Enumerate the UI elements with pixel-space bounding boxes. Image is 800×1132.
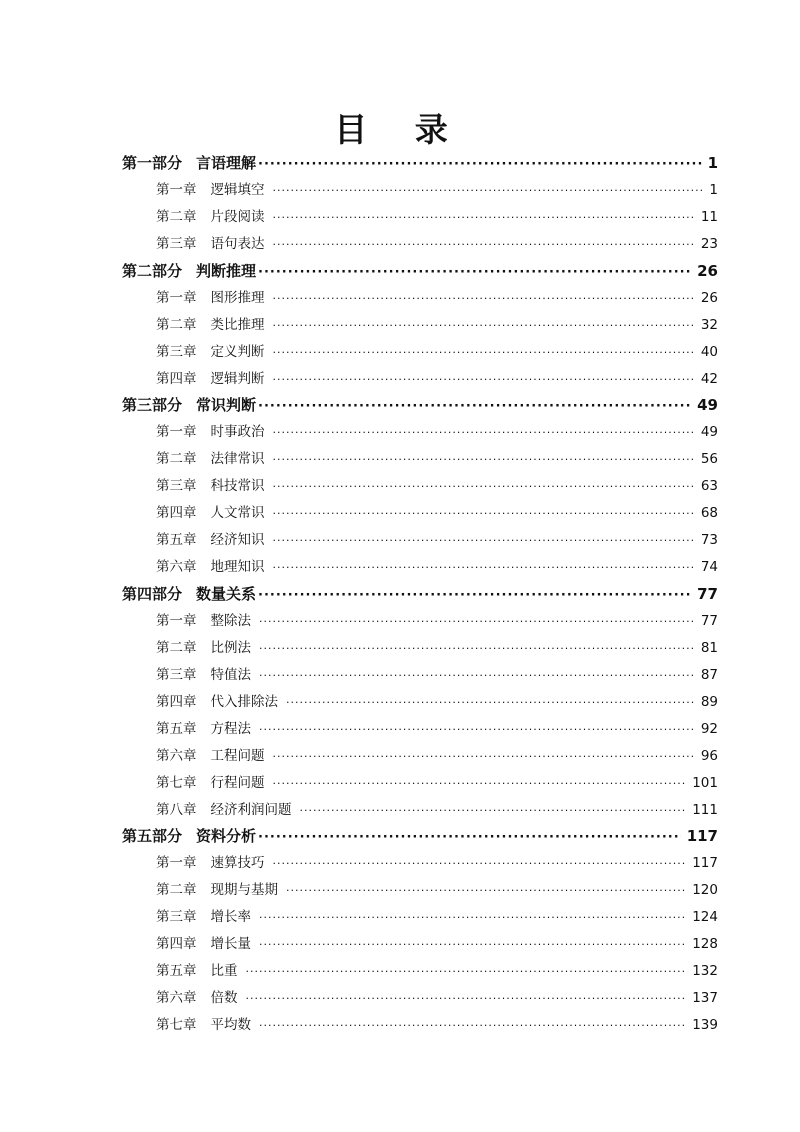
page-number: 23: [700, 235, 718, 252]
dot-leader: [259, 663, 695, 689]
toc-chapter-entry[interactable]: [122, 985, 718, 1012]
chapter-title: 现期与基期: [210, 882, 278, 899]
chapter-title: 倍数: [210, 990, 238, 1007]
page-number: 11: [700, 208, 718, 225]
toc-chapter-entry[interactable]: [122, 500, 718, 527]
toc-chapter-entry[interactable]: [122, 931, 718, 958]
toc-chapter-entry[interactable]: [122, 689, 718, 716]
page-number: 68: [700, 505, 718, 522]
part-number: 第一部分: [122, 154, 183, 172]
chapter-number: 第四章: [156, 936, 197, 953]
part-number: 第二部分: [122, 261, 183, 280]
dot-leader: [273, 340, 695, 366]
chapter-number: 第一章: [156, 181, 197, 198]
chapter-title: 人文常识: [210, 505, 265, 522]
dot-leader: [273, 232, 695, 258]
page-number: 26: [697, 261, 718, 280]
chapter-title: 语句表达: [210, 235, 265, 252]
chapter-number: 第六章: [156, 559, 197, 576]
dot-leader: [258, 825, 681, 850]
chapter-number: 第七章: [156, 774, 197, 791]
page-number: 77: [697, 585, 718, 603]
dot-leader: [273, 528, 695, 554]
toc-part-entry[interactable]: [122, 258, 718, 285]
chapter-title: 逻辑判断: [210, 370, 265, 387]
chapter-number: 第八章: [156, 801, 197, 818]
chapter-number: 第一章: [156, 612, 197, 629]
dot-leader: [258, 583, 691, 608]
toc-chapter-entry[interactable]: [122, 1012, 718, 1039]
chapter-number: 第三章: [156, 343, 197, 360]
dot-leader: [273, 851, 687, 877]
page-number: 49: [697, 396, 718, 415]
chapter-number: 第六章: [156, 990, 197, 1007]
toc-chapter-entry[interactable]: [122, 231, 718, 258]
toc-chapter-entry[interactable]: [122, 446, 718, 473]
chapter-title: 比重: [210, 963, 238, 980]
chapter-title: 整除法: [210, 612, 251, 629]
chapter-number: 第五章: [156, 532, 197, 549]
page-number: 1: [707, 154, 718, 172]
page-number: 89: [700, 693, 718, 710]
chapter-number: 第二章: [156, 316, 197, 333]
toc-chapter-entry[interactable]: [122, 904, 718, 931]
dot-leader: [273, 501, 695, 527]
dot-leader: [273, 447, 695, 473]
toc-part-entry[interactable]: [122, 150, 718, 177]
chapter-number: 第四章: [156, 370, 197, 387]
page-number: 117: [692, 855, 718, 872]
chapter-title: 科技常识: [210, 478, 265, 495]
chapter-number: 第七章: [156, 1017, 197, 1033]
page-number: 96: [700, 747, 718, 764]
dot-leader: [273, 420, 695, 446]
page-number: 1: [709, 181, 718, 198]
chapter-number: 第二章: [156, 208, 197, 225]
part-title: 数量关系: [196, 585, 257, 603]
toc-chapter-entry[interactable]: [122, 608, 718, 635]
toc-chapter-entry[interactable]: [122, 527, 718, 554]
toc-chapter-entry[interactable]: [122, 419, 718, 446]
chapter-number: 第三章: [156, 909, 197, 926]
page-number: 73: [700, 532, 718, 549]
chapter-title: 代入排除法: [210, 693, 278, 710]
chapter-number: 第五章: [156, 963, 197, 980]
chapter-title: 逻辑填空: [210, 181, 265, 198]
dot-leader: [286, 878, 686, 904]
page-number: 26: [700, 289, 718, 306]
chapter-number: 第四章: [156, 505, 197, 522]
page-number: 137: [692, 990, 718, 1007]
chapter-title: 地理知识: [210, 559, 265, 576]
dot-leader: [273, 286, 695, 312]
chapter-title: 工程问题: [210, 747, 265, 764]
toc-chapter-entry[interactable]: [122, 770, 718, 797]
chapter-number: 第二章: [156, 639, 197, 656]
toc-chapter-entry[interactable]: [122, 554, 718, 581]
dot-leader: [246, 959, 687, 985]
page-number: 49: [700, 424, 718, 441]
toc-chapter-entry[interactable]: [122, 177, 718, 204]
chapter-title: 行程问题: [210, 774, 265, 791]
chapter-title: 定义判断: [210, 343, 265, 360]
toc-part-entry[interactable]: [122, 823, 718, 850]
chapter-title: 时事政治: [210, 424, 265, 441]
dot-leader: [259, 609, 695, 635]
page-number: 139: [692, 1017, 718, 1033]
toc-part-entry[interactable]: [122, 581, 718, 608]
part-number: 第三部分: [122, 396, 183, 415]
part-title: 资料分析: [196, 827, 257, 846]
toc-chapter-entry[interactable]: [122, 797, 718, 824]
page-number: 87: [700, 666, 718, 683]
dot-leader: [273, 555, 695, 581]
chapter-number: 第一章: [156, 855, 197, 872]
toc-chapter-entry[interactable]: [122, 716, 718, 743]
chapter-title: 增长量: [210, 936, 251, 953]
page-title: 目 录: [334, 110, 466, 149]
page-number: 42: [700, 370, 718, 387]
table-of-contents: [122, 150, 718, 1039]
dot-leader: [273, 178, 704, 204]
dot-leader: [273, 744, 695, 770]
page-number: 92: [700, 720, 718, 737]
toc-chapter-entry[interactable]: [122, 635, 718, 662]
part-title: 言语理解: [196, 154, 257, 172]
page-number: 101: [692, 774, 718, 791]
dot-leader: [246, 986, 687, 1012]
chapter-number: 第五章: [156, 720, 197, 737]
page-number: 63: [700, 478, 718, 495]
chapter-title: 速算技巧: [210, 855, 265, 872]
page-number: 56: [700, 451, 718, 468]
dot-leader: [300, 798, 687, 824]
page-number: 32: [700, 316, 718, 333]
dot-leader: [259, 636, 695, 662]
chapter-title: 类比推理: [210, 316, 265, 333]
chapter-title: 增长率: [210, 909, 251, 926]
dot-leader: [273, 313, 695, 339]
chapter-title: 经济知识: [210, 532, 265, 549]
dot-leader: [286, 690, 695, 716]
page-number: 81: [700, 639, 718, 656]
chapter-number: 第一章: [156, 424, 197, 441]
chapter-number: 第三章: [156, 235, 197, 252]
toc-chapter-entry[interactable]: [122, 312, 718, 339]
chapter-number: 第一章: [156, 289, 197, 306]
toc-chapter-entry[interactable]: [122, 877, 718, 904]
toc-chapter-entry[interactable]: [122, 204, 718, 231]
part-title: 常识判断: [196, 396, 257, 415]
chapter-title: 经济利润问题: [210, 801, 292, 818]
toc-chapter-entry[interactable]: [122, 850, 718, 877]
dot-leader: [259, 717, 695, 743]
toc-part-entry[interactable]: [122, 392, 718, 419]
toc-chapter-entry[interactable]: [122, 743, 718, 770]
chapter-title: 法律常识: [210, 451, 265, 468]
dot-leader: [258, 394, 691, 419]
dot-leader: [258, 152, 702, 177]
chapter-title: 片段阅读: [210, 208, 265, 225]
page-number: 132: [692, 963, 718, 980]
part-number: 第四部分: [122, 585, 183, 603]
dot-leader: [273, 474, 695, 500]
chapter-title: 平均数: [210, 1017, 251, 1033]
page-number: 77: [700, 612, 718, 629]
toc-chapter-entry[interactable]: [122, 662, 718, 689]
page-number: 111: [692, 801, 718, 818]
chapter-number: 第三章: [156, 666, 197, 683]
chapter-title: 比例法: [210, 639, 251, 656]
chapter-title: 特值法: [210, 666, 251, 683]
page-number: 40: [700, 343, 718, 360]
toc-chapter-entry[interactable]: [122, 339, 718, 366]
page-number: 74: [700, 559, 718, 576]
dot-leader: [259, 905, 686, 931]
toc-chapter-entry[interactable]: [122, 285, 718, 312]
dot-leader: [259, 1013, 686, 1039]
page-number: 117: [686, 827, 718, 846]
toc-chapter-entry[interactable]: [122, 366, 718, 393]
toc-chapter-entry[interactable]: [122, 473, 718, 500]
dot-leader: [258, 260, 691, 285]
toc-chapter-entry[interactable]: [122, 958, 718, 985]
chapter-number: 第三章: [156, 478, 197, 495]
part-title: 判断推理: [196, 261, 257, 280]
dot-leader: [259, 932, 686, 958]
chapter-title: 图形推理: [210, 289, 265, 306]
chapter-number: 第四章: [156, 693, 197, 710]
page-number: 128: [692, 936, 718, 953]
page-number: 120: [692, 882, 718, 899]
dot-leader: [273, 771, 687, 797]
chapter-number: 第六章: [156, 747, 197, 764]
chapter-number: 第二章: [156, 451, 197, 468]
dot-leader: [273, 205, 695, 231]
part-number: 第五部分: [122, 827, 183, 846]
chapter-number: 第二章: [156, 882, 197, 899]
chapter-title: 方程法: [210, 720, 251, 737]
dot-leader: [273, 367, 695, 393]
page-number: 124: [692, 909, 718, 926]
